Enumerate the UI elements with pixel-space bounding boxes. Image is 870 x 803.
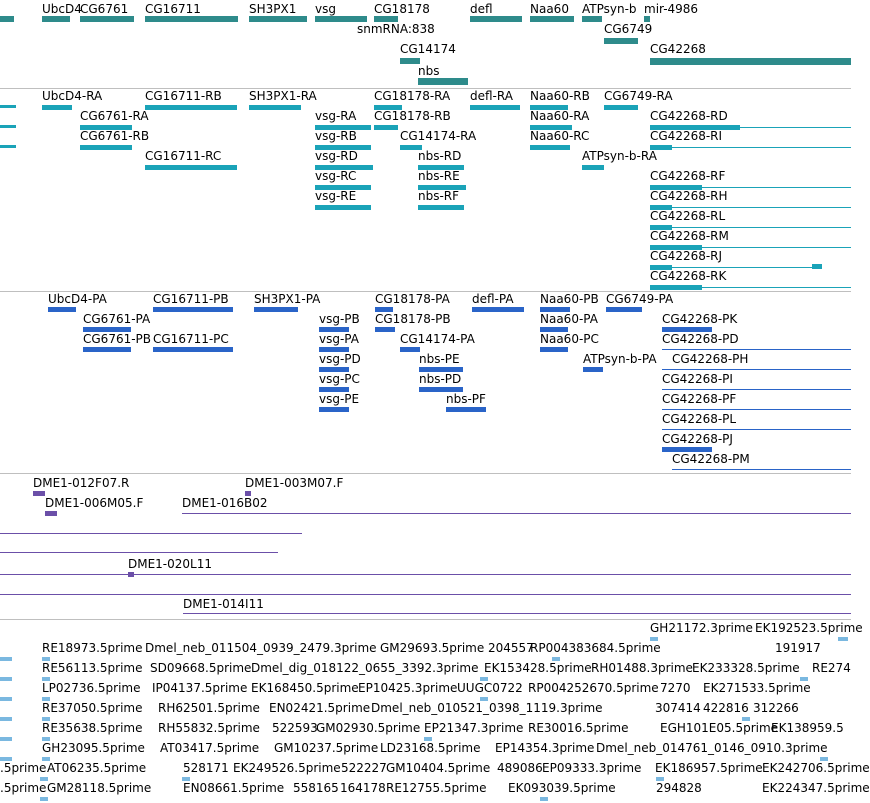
transcript-line [702, 187, 851, 188]
gene-label: vsg [315, 2, 336, 16]
transcript-line [672, 207, 851, 208]
protein-label: CG16711-PC [153, 332, 229, 346]
clone-label: DME1-016B02 [182, 496, 268, 510]
protein-label: vsg-PE [319, 392, 360, 406]
est-label: 307414 [655, 701, 701, 715]
est-label: EK093039.5prime [508, 781, 616, 795]
est-label: UUGC0722 [457, 681, 523, 695]
gene-label: CG6761 [80, 2, 129, 16]
transcript-glyph[interactable] [530, 145, 570, 150]
gene-label: SH3PX1 [249, 2, 297, 16]
gene-glyph[interactable] [582, 16, 602, 22]
gene-label: CG16711 [145, 2, 201, 16]
transcript-glyph[interactable] [249, 105, 301, 110]
est-label: RE274 [812, 661, 851, 675]
gene-glyph[interactable] [145, 16, 238, 22]
protein-label: CG42268-PI [662, 372, 733, 386]
transcript-label: CG42268-RF [650, 169, 726, 183]
est-glyph[interactable] [40, 797, 48, 801]
transcript-label: CG6761-RB [80, 129, 150, 143]
est-glyph[interactable] [0, 657, 12, 661]
transcript-label: Naa60-RA [530, 109, 590, 123]
protein-glyph[interactable] [583, 367, 603, 372]
clone-line [0, 552, 278, 553]
est-label: RE35638.5prime [42, 721, 143, 735]
transcript-label: CG42268-RH [650, 189, 728, 203]
est-label: .5prime [0, 761, 47, 775]
transcript-label: UbcD4-RA [42, 89, 103, 103]
protein-line [662, 429, 851, 430]
protein-glyph[interactable] [446, 407, 486, 412]
transcript-glyph[interactable] [145, 105, 237, 110]
gene-glyph[interactable] [249, 16, 307, 22]
est-label: EGH101E05.5prime [660, 721, 779, 735]
protein-label: CG6761-PB [83, 332, 152, 346]
transcript-glyph[interactable] [374, 125, 398, 130]
est-label: EP21347.3prime [424, 721, 524, 735]
transcript-label: CG42268-RK [650, 269, 727, 283]
protein-label: ATPsyn-b-PA [583, 352, 657, 366]
est-label: Dmel_neb_014761_0146_0910.3prime [596, 741, 828, 755]
transcript-line [702, 287, 851, 288]
est-label: EK242706.5prime [762, 761, 870, 775]
est-label: EK249526.5prime [233, 761, 341, 775]
est-label: EP09333.3prime [542, 761, 642, 775]
gene-glyph[interactable] [0, 16, 14, 22]
est-label: RP004252670.5prime [528, 681, 659, 695]
est-label: Dmel_dig_018122_0655_3392.3prime [251, 661, 479, 675]
est-label: EP10425.3prime [358, 681, 458, 695]
transcript-label: CG42268-RI [650, 129, 723, 143]
est-label: 422816 [703, 701, 749, 715]
transcript-label: defl-RA [470, 89, 513, 103]
est-label: EK233328.5prime [692, 661, 800, 675]
transcript-label: vsg-RB [315, 129, 357, 143]
transcript-label: nbs-RE [418, 169, 460, 183]
transcript-label: ATPsyn-b-RA [582, 149, 657, 163]
est-label: IP04137.5prime [152, 681, 248, 695]
est-label: EK192523.5prime [755, 621, 863, 635]
gene-glyph[interactable] [530, 16, 574, 22]
protein-label: vsg-PB [319, 312, 360, 326]
clone-label: DME1-020L11 [128, 557, 212, 571]
est-label: 204557 [488, 641, 534, 655]
est-label: 294828 [656, 781, 702, 795]
transcript-line [672, 147, 851, 148]
protein-glyph[interactable] [48, 307, 76, 312]
gene-label: snmRNA:838 [357, 22, 435, 36]
clone-line [183, 613, 851, 614]
transcript-glyph[interactable] [470, 105, 520, 110]
est-track [0, 620, 870, 803]
gene-label: CG6749 [604, 22, 653, 36]
protein-glyph[interactable] [153, 307, 233, 312]
est-label: 489086 [497, 761, 543, 775]
est-label: RP004383684.5prime [530, 641, 661, 655]
transcript-glyph[interactable] [812, 264, 822, 269]
protein-label: vsg-PD [319, 352, 361, 366]
transcript-label: Naa60-RB [530, 89, 590, 103]
protein-line [662, 389, 851, 390]
transcript-line [672, 267, 812, 268]
protein-label: CG42268-PL [662, 412, 737, 426]
transcript-label: CG6761-RA [80, 109, 149, 123]
gene-label: defl [470, 2, 493, 16]
protein-line [672, 469, 851, 470]
transcript-glyph[interactable] [315, 205, 371, 210]
protein-glyph[interactable] [375, 327, 395, 332]
clone-label: DME1-006M05.F [45, 496, 144, 510]
clone-track [0, 474, 851, 618]
est-label: RE56113.5prime [42, 661, 143, 675]
gene-label: mir-4986 [644, 2, 699, 16]
transcript-label: CG42268-RJ [650, 249, 723, 263]
transcript-glyph[interactable] [0, 145, 16, 148]
transcript-line [672, 227, 851, 228]
clone-glyph[interactable] [128, 572, 134, 577]
protein-label: CG16711-PB [153, 292, 229, 306]
est-label: .5prime [0, 781, 47, 795]
transcript-label: CG14174-RA [400, 129, 477, 143]
est-label: EK224347.5prime [762, 781, 870, 795]
est-label: Dmel_neb_011504_0939_2479.3prime [145, 641, 377, 655]
transcript-glyph[interactable] [80, 145, 132, 150]
est-label: Dmel_neb_010521_0398_1119.3prime [371, 701, 603, 715]
est-label: 191917 [775, 641, 821, 655]
est-label: LD23168.5prime [380, 741, 481, 755]
protein-line [662, 349, 851, 350]
protein-label: vsg-PC [319, 372, 360, 386]
est-label: AT03417.5prime [160, 741, 260, 755]
transcript-label: CG18178-RB [374, 109, 451, 123]
protein-glyph[interactable] [319, 407, 349, 412]
transcript-label: CG16711-RB [145, 89, 222, 103]
est-label: GM10404.5prime [386, 761, 491, 775]
clone-line [182, 513, 851, 514]
transcript-label: CG16711-RC [145, 149, 222, 163]
est-label: RH62501.5prime [158, 701, 260, 715]
est-label: GM28118.5prime [47, 781, 152, 795]
est-label: 528171 [183, 761, 229, 775]
clone-label: DME1-014I11 [183, 597, 264, 611]
transcript-track [0, 89, 851, 291]
protein-label: Naa60-PA [540, 312, 598, 326]
protein-label: defl-PA [472, 292, 514, 306]
est-label: LP02736.5prime [42, 681, 141, 695]
transcript-glyph[interactable] [650, 285, 702, 290]
transcript-label: Naa60-RC [530, 129, 590, 143]
transcript-glyph[interactable] [582, 165, 604, 170]
est-label: GH23095.5prime [42, 741, 145, 755]
transcript-label: CG18178-RA [374, 89, 451, 103]
transcript-label: vsg-RC [315, 169, 357, 183]
est-label: RH01488.3prime [591, 661, 693, 675]
gene-glyph[interactable] [650, 58, 851, 65]
transcript-label: vsg-RD [315, 149, 358, 163]
protein-glyph[interactable] [472, 307, 524, 312]
gene-label: Naa60 [530, 2, 569, 16]
protein-glyph[interactable] [400, 347, 420, 352]
transcript-glyph[interactable] [42, 105, 72, 110]
protein-label: SH3PX1-PA [254, 292, 321, 306]
est-label: 522593 [272, 721, 318, 735]
est-label: EN02421.5prime [269, 701, 371, 715]
transcript-glyph[interactable] [604, 105, 638, 110]
gene-label: CG14174 [400, 42, 456, 56]
clone-glyph[interactable] [33, 491, 45, 496]
transcript-glyph[interactable] [145, 165, 237, 170]
protein-label: CG42268-PJ [662, 432, 733, 446]
est-label: GM02930.5prime [316, 721, 421, 735]
est-glyph[interactable] [838, 637, 848, 641]
protein-track [0, 292, 851, 472]
protein-label: vsg-PA [319, 332, 359, 346]
gene-glyph[interactable] [400, 58, 420, 64]
est-glyph[interactable] [0, 697, 12, 701]
transcript-glyph[interactable] [0, 125, 16, 128]
protein-line [662, 369, 851, 370]
protein-label: nbs-PE [419, 352, 460, 366]
est-label: 522227 [341, 761, 387, 775]
est-glyph[interactable] [0, 737, 12, 741]
est-glyph[interactable] [540, 797, 548, 801]
est-label: EK153428.5prime [484, 661, 592, 675]
transcript-line [740, 127, 851, 128]
est-label: EK271533.5prime [703, 681, 811, 695]
protein-label: Naa60-PB [540, 292, 599, 306]
est-label: RE12755.5prime [386, 781, 487, 795]
gene-label: ATPsyn-b [582, 2, 637, 16]
gene-track [0, 0, 851, 88]
transcript-label: CG6749-RA [604, 89, 673, 103]
gene-glyph[interactable] [418, 78, 468, 85]
est-glyph[interactable] [0, 677, 12, 681]
protein-label: UbcD4-PA [48, 292, 107, 306]
protein-label: Naa60-PC [540, 332, 599, 346]
clone-line [0, 594, 851, 595]
est-glyph[interactable] [0, 717, 12, 721]
est-label: 312266 [753, 701, 799, 715]
protein-glyph[interactable] [606, 307, 642, 312]
est-label: GM10237.5prime [274, 741, 379, 755]
est-label: 164178 [340, 781, 386, 795]
clone-label: DME1-012F07.R [33, 476, 130, 490]
transcript-label: vsg-RE [315, 189, 357, 203]
transcript-label: nbs-RD [418, 149, 462, 163]
gene-glyph[interactable] [80, 16, 134, 22]
protein-label: CG18178-PB [375, 312, 451, 326]
clone-glyph[interactable] [45, 511, 57, 516]
protein-glyph[interactable] [254, 307, 298, 312]
protein-label: CG42268-PH [672, 352, 749, 366]
protein-label: CG42268-PF [662, 392, 737, 406]
est-label: EK138959.5 [771, 721, 844, 735]
transcript-glyph[interactable] [418, 205, 464, 210]
est-label: RE37050.5prime [42, 701, 143, 715]
est-label: EP14354.3prime [495, 741, 595, 755]
protein-label: CG18178-PA [375, 292, 450, 306]
clone-line [0, 533, 302, 534]
transcript-label: CG42268-RD [650, 109, 728, 123]
transcript-label: nbs-RF [418, 189, 460, 203]
gene-label: UbcD4 [42, 2, 82, 16]
transcript-label: vsg-RA [315, 109, 357, 123]
est-label: 558165 [293, 781, 339, 795]
est-label: 7270 [660, 681, 691, 695]
gene-glyph[interactable] [604, 38, 638, 44]
est-label: AT06235.5prime [47, 761, 147, 775]
est-label: GM29693.5prime [380, 641, 485, 655]
protein-label: CG6761-PA [83, 312, 151, 326]
gene-glyph[interactable] [42, 16, 70, 22]
protein-label: nbs-PF [446, 392, 486, 406]
protein-line [662, 409, 851, 410]
protein-label: CG14174-PA [400, 332, 475, 346]
protein-label: CG42268-PK [662, 312, 738, 326]
gene-label: CG18178 [374, 2, 430, 16]
gene-label: CG42268 [650, 42, 706, 56]
est-label: GH21172.3prime [650, 621, 753, 635]
est-label: EK168450.5prime [251, 681, 359, 695]
est-label: SD09668.5prime [150, 661, 252, 675]
transcript-line [702, 247, 851, 248]
protein-glyph[interactable] [540, 347, 568, 352]
protein-label: CG42268-PD [662, 332, 739, 346]
protein-glyph[interactable] [83, 347, 131, 352]
transcript-label: CG42268-RM [650, 229, 729, 243]
transcript-label: CG42268-RL [650, 209, 726, 223]
clone-label: DME1-003M07.F [245, 476, 344, 490]
est-label: EN08661.5prime [183, 781, 285, 795]
est-label: RE30016.5prime [528, 721, 629, 735]
protein-label: CG6749-PA [606, 292, 674, 306]
est-label: RH55832.5prime [158, 721, 260, 735]
protein-glyph[interactable] [153, 347, 233, 352]
gene-label: nbs [418, 64, 440, 78]
transcript-glyph[interactable] [0, 105, 16, 108]
est-label: RE18973.5prime [42, 641, 143, 655]
est-label: EK186957.5prime [655, 761, 763, 775]
transcript-label: SH3PX1-RA [249, 89, 317, 103]
protein-label: CG42268-PM [672, 452, 750, 466]
gene-glyph[interactable] [470, 16, 522, 22]
protein-label: nbs-PD [419, 372, 462, 386]
